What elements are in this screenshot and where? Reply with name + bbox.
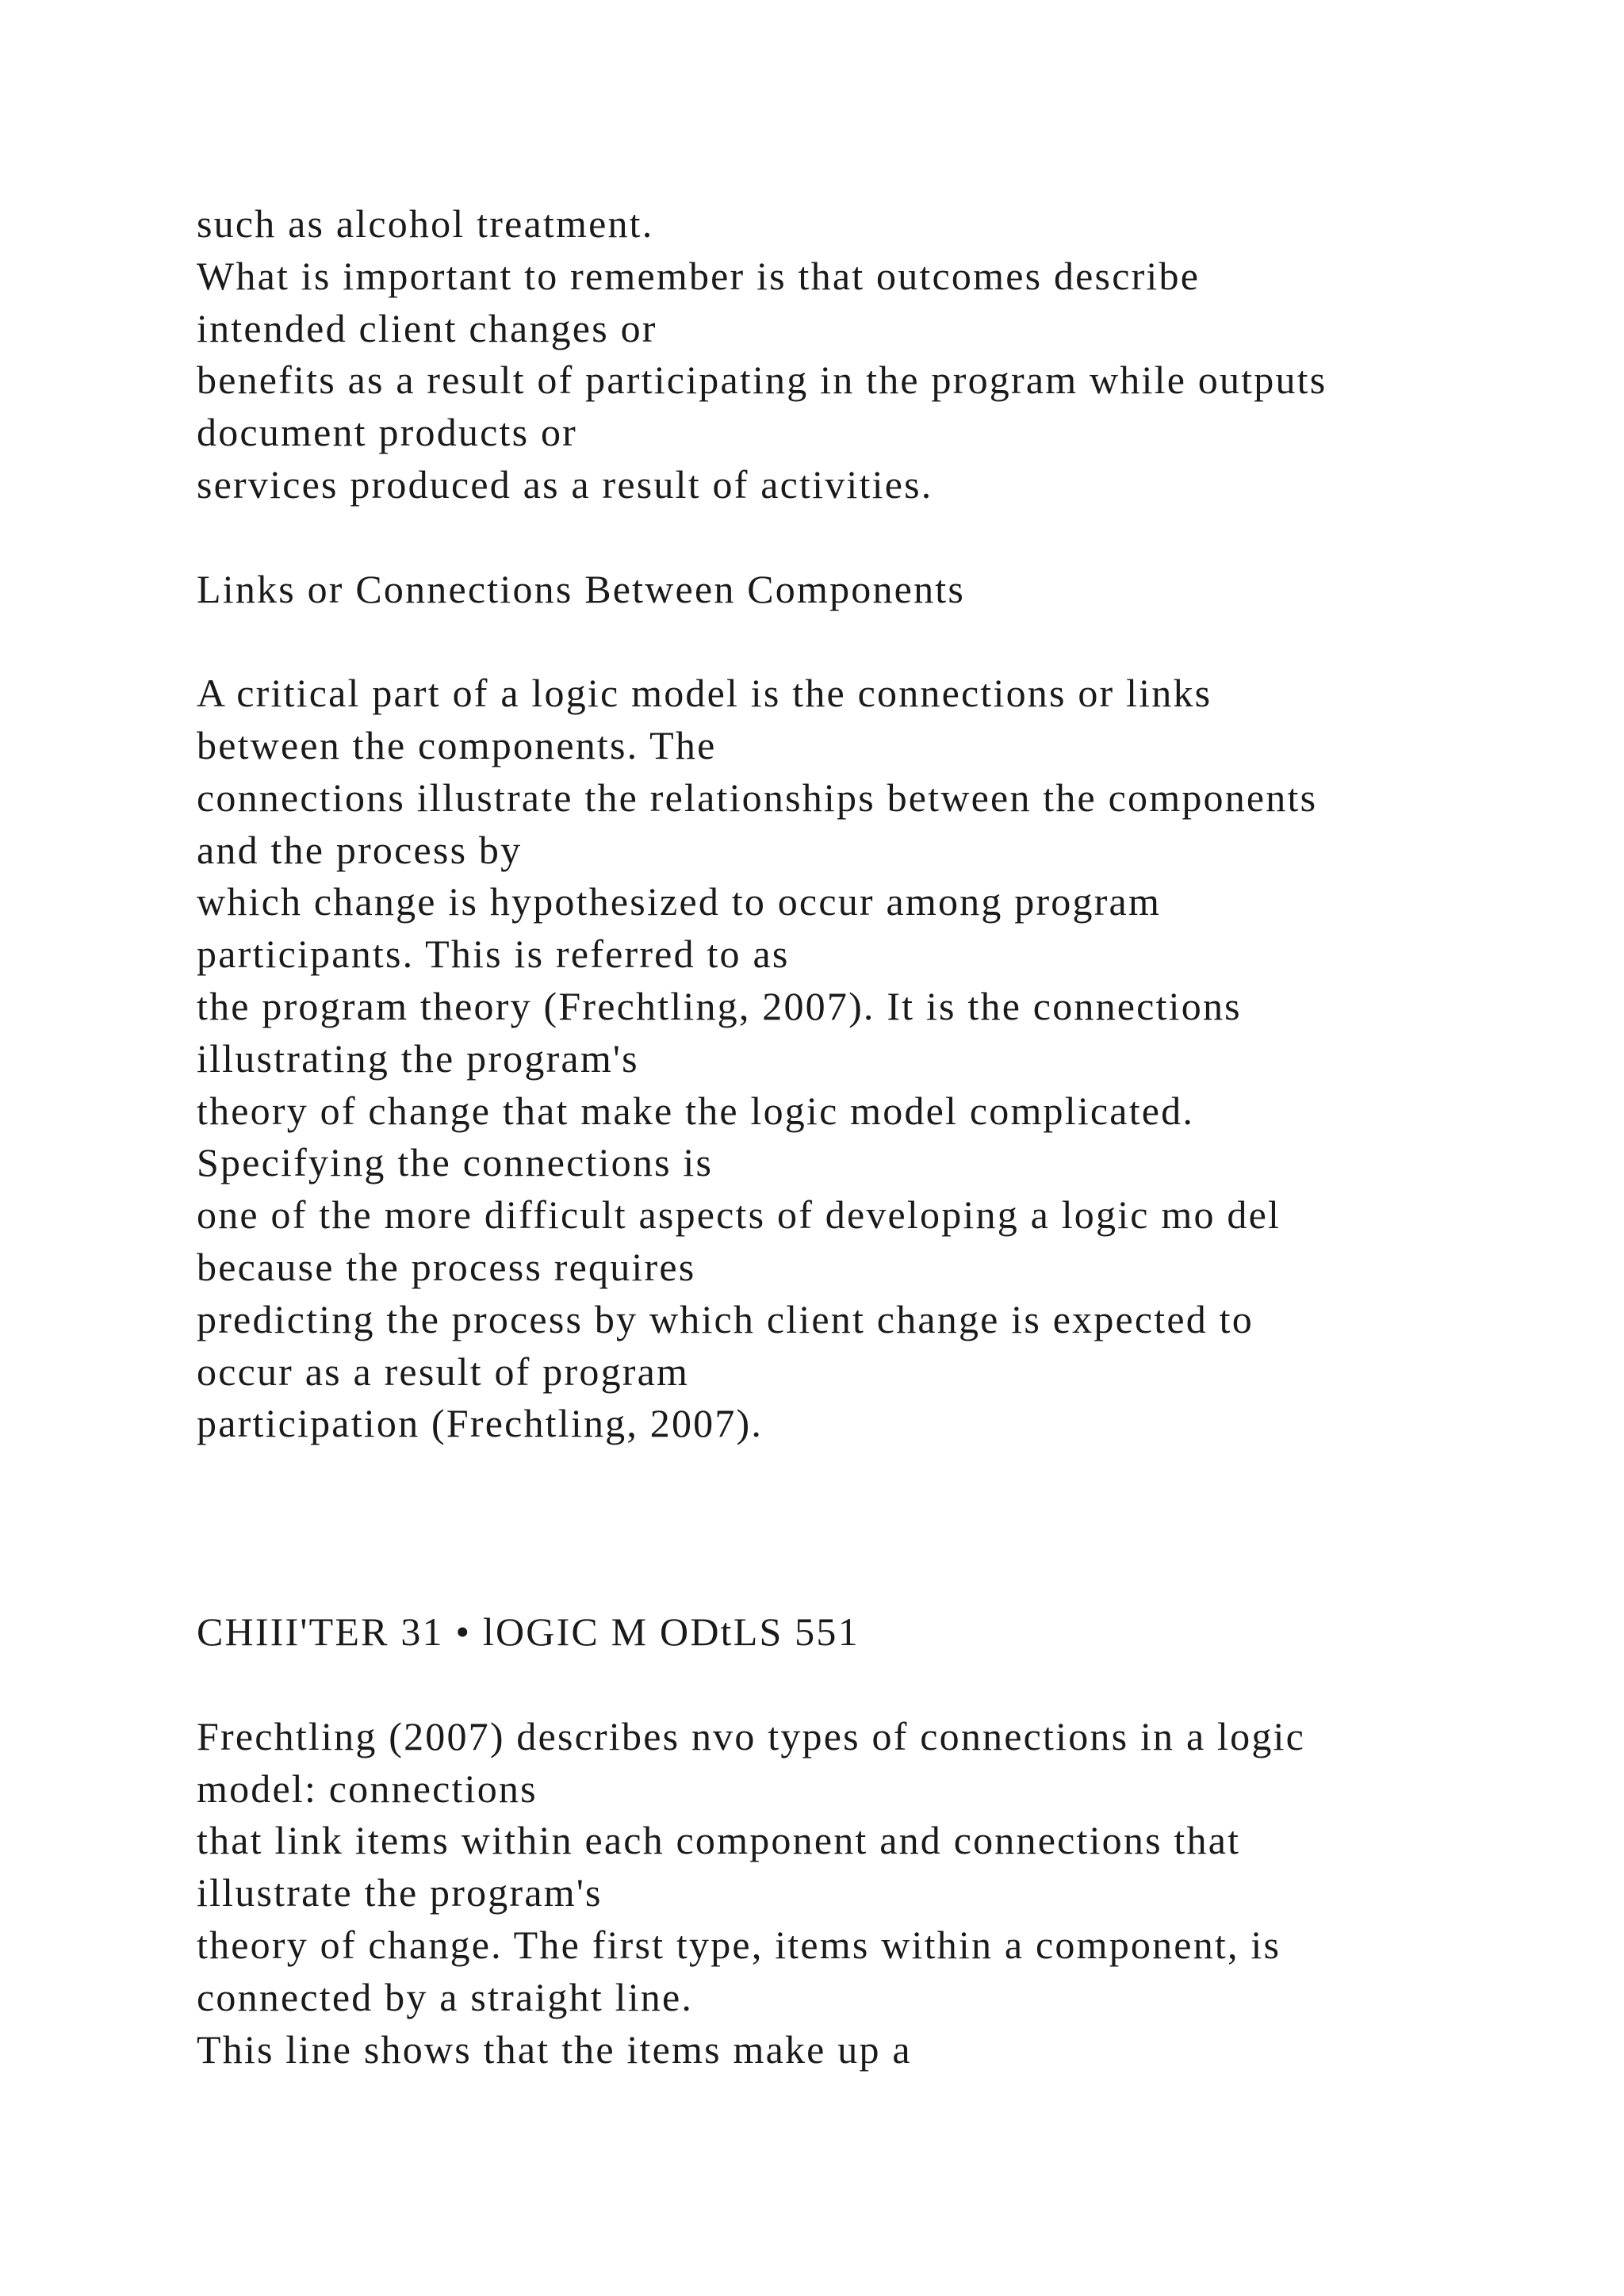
blank-line [197,615,1561,668]
text-line: Frechtling (2007) describes nvo types of connections in a logic [197,1713,1306,1758]
blank-line [197,511,1561,564]
text-line: occur as a result of program [197,1349,690,1394]
text-line: document products or [197,410,578,455]
text-line: services produced as a result of activities. [197,461,933,507]
text-line: benefits as a result of participating in the program while outputs [197,358,1327,403]
blank-line [197,1659,1561,1711]
text-line: connected by a straight line. [197,1974,694,2019]
text-line: What is important to remember is that outcomes describe [197,253,1201,298]
paragraph-types [197,1711,1561,2076]
paragraph-intro [197,198,1561,511]
blank-gap [197,1450,1561,1606]
text-line: illustrate the program's [197,1870,603,1915]
text-line: such as alcohol treatment. [197,201,654,246]
text-line: that link items within each component and connections that [197,1818,1241,1863]
document-page [197,198,1561,2076]
text-line: A critical part of a logic model is the connections or links [197,671,1212,716]
text-line: illustrating the program's [197,1035,639,1081]
text-line: and the process by [197,827,523,872]
text-line: because the process requires [197,1244,696,1289]
text-line: This line shows that the items make up a [197,2026,912,2072]
text-line: theory of change that make the logic model complicated. [197,1088,1195,1133]
text-line: participation (Frechtling, 2007). [197,1401,764,1446]
text-line: connections illustrate the relationships between the components [197,775,1318,820]
section-heading: Links or Connections Between Components [197,566,966,611]
text-line: the program theory (Frechtling, 2007). It is the connections [197,983,1242,1028]
text-line: intended client changes or [197,305,657,350]
paragraph-connections [197,668,1561,1450]
text-line: model: connections [197,1766,538,1811]
text-line: theory of change. The first type, items within a component, is [197,1922,1281,1967]
text-line: predicting the process by which client change is expected to [197,1296,1254,1341]
text-line: which change is hypothesized to occur among program [197,879,1162,924]
text-line: Specifying the connections is [197,1140,714,1185]
running-header: CHIII'TER 31 • lOGIC M ODtLS 551 [197,1609,860,1655]
text-line: one of the more difficult aspects of developing a logic mo del [197,1192,1281,1238]
text-line: participants. This is referred to as [197,932,790,977]
text-line: between the components. The [197,722,717,767]
